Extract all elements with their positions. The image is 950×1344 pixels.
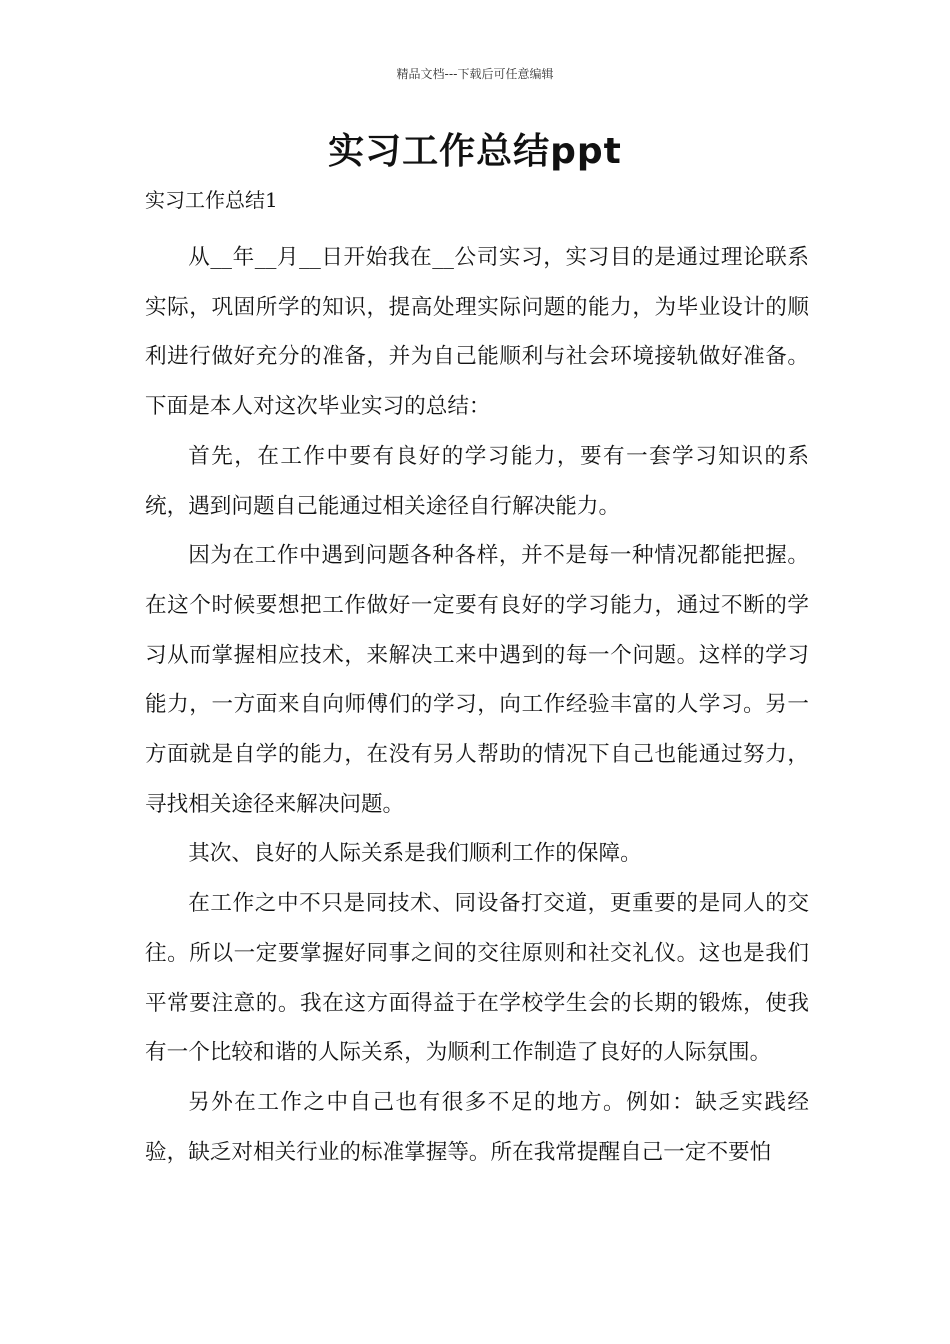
- document-body: [145, 184, 809, 1177]
- paragraph-1: 从__年__月__日开始我在__公司实习，实习目的是通过理论联系实际，巩固所学的知识，提高处理实际问题的能力，为毕业设计的顺利进行做好充分的准备，并为自己能顺利与社会环境接轨做好准备。下面是本人对这次毕业实习的总结：: [145, 245, 809, 420]
- document-title: 实习工作总结ppt: [328, 131, 622, 172]
- paragraph-2: 首先，在工作中要有良好的学习能力，要有一套学习知识的系统，遇到问题自己能通过相关途径自行解决能力。: [145, 443, 809, 519]
- paragraph-3: 因为在工作中遇到问题各种各样，并不是每一种情况都能把握。在这个时候要想把工作做好一定要有良好的学习能力，通过不断的学习从而掌握相应技术，来解决工来中遇到的每一个问题。这样的学习能力，一方面来自向师傅们的学习，向工作经验丰富的人学习。另一方面就是自学的能力，在没有另人帮助的情况下自己也能通过努力，寻找相关途径来解决问题。: [145, 543, 809, 817]
- paragraph-5: 在工作之中不只是同技术、同设备打交道，更重要的是同人的交往。所以一定要掌握好同事之间的交往原则和社交礼仪。这也是我们平常要注意的。我在这方面得益于在学校学生会的长期的锻炼，使我有一个比较和谐的人际关系，为顺利工作制造了良好的人际氛围。: [145, 891, 809, 1066]
- header-note: 精品文档---下载后可任意编辑: [396, 67, 554, 81]
- paragraph-6: 另外在工作之中自己也有很多不足的地方。例如：缺乏实践经验，缺乏对相关行业的标准掌握等。所在我常提醒自己一定不要怕: [145, 1089, 809, 1165]
- section-heading: 实习工作总结1: [145, 188, 278, 212]
- paragraph-4: 其次、良好的人际关系是我们顺利工作的保障。: [188, 841, 642, 867]
